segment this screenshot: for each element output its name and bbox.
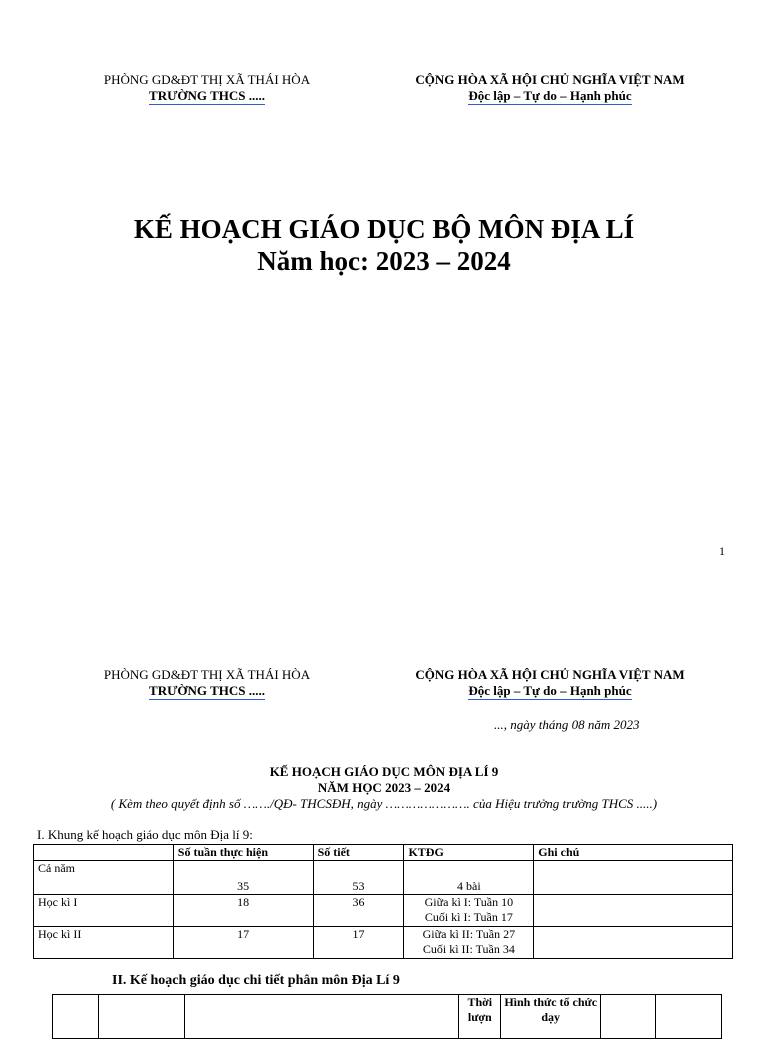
table-header-row [53, 995, 722, 1039]
assessment-final: Cuối kì II: Tuần 34 [422, 942, 515, 956]
header-cell [34, 845, 174, 861]
p1-motto: Độc lập – Tự do – Hạnh phúc [468, 88, 632, 103]
row-weeks: 18 [173, 895, 313, 927]
table-detailed-plan [52, 994, 722, 1039]
row-periods: 36 [313, 895, 404, 927]
row-assessment [404, 895, 534, 927]
p2-date-line: ..., ngày tháng 08 năm 2023 [494, 717, 640, 732]
p1-department-name: PHÒNG GD&ĐT THỊ XÃ THÁI HÒA [103, 72, 311, 87]
p2-department-name: PHÒNG GD&ĐT THỊ XÃ THÁI HÒA [103, 667, 311, 682]
header-weeks: Số tuần thực hiện [173, 845, 313, 861]
header-duration: Thời lượn [459, 995, 501, 1039]
row-weeks: 17 [173, 927, 313, 959]
table-row [34, 927, 733, 959]
p2-title: KẾ HOẠCH GIÁO DỤC MÔN ĐỊA LÍ 9 [269, 764, 499, 779]
page-number: 1 [719, 544, 725, 558]
header-cell [656, 995, 722, 1039]
p2-country-name: CỘNG HÒA XÃ HỘI CHỦ NGHĨA VIỆT NAM [415, 667, 685, 682]
p1-country-name: CỘNG HÒA XÃ HỘI CHỦ NGHĨA VIỆT NAM [415, 72, 685, 87]
header-cell [601, 995, 656, 1039]
row-assessment [404, 927, 534, 959]
row-note [534, 861, 733, 895]
section1-title: I. Khung kế hoạch giáo dục môn Địa lí 9: [37, 827, 253, 842]
p1-subtitle: Năm học: 2023 – 2024 [257, 246, 511, 276]
p1-school-name: TRƯỜNG THCS ..... [149, 88, 265, 103]
row-weeks: 35 [173, 861, 313, 895]
table-header-row [34, 845, 733, 861]
table-row [34, 895, 733, 927]
row-periods: 53 [313, 861, 404, 895]
p2-motto: Độc lập – Tự do – Hạnh phúc [468, 683, 632, 698]
p2-left-header [92, 667, 322, 700]
row-periods: 17 [313, 927, 404, 959]
p2-attachment-note: ( Kèm theo quyết định số ……./QĐ- THCSĐH, ngày …………………. của Hiệu trưởng trường THCS .....) [110, 796, 658, 811]
assessment-midterm: Giữa kì I: Tuần 10 [424, 895, 514, 909]
header-teaching-form: Hình thức tổ chức dạy [501, 995, 601, 1039]
p2-school-name: TRƯỜNG THCS ..... [149, 683, 265, 698]
header-periods: Số tiết [313, 845, 404, 861]
row-label: Học kì I [34, 895, 174, 927]
header-cell [184, 995, 459, 1039]
row-label: Học kì II [34, 927, 174, 959]
p1-title: KẾ HOẠCH GIÁO DỤC BỘ MÔN ĐỊA LÍ [133, 214, 635, 244]
row-assessment: 4 bài [404, 861, 534, 895]
p1-left-header [92, 72, 322, 105]
p2-year: NĂM HỌC 2023 – 2024 [317, 780, 451, 795]
header-assessment: KTĐG [404, 845, 534, 861]
header-notes: Ghi chú [534, 845, 733, 861]
header-cell [98, 995, 184, 1039]
row-note [534, 895, 733, 927]
assessment-midterm: Giữa kì II: Tuần 27 [422, 927, 516, 941]
row-label: Cả năm [34, 861, 174, 895]
header-cell [53, 995, 99, 1039]
table-plan-framework [33, 844, 733, 959]
table-row [34, 861, 733, 895]
section2-title: II. Kế hoạch giáo dục chi tiết phân môn Địa Lí 9 [112, 973, 400, 988]
assessment-final: Cuối kì I: Tuần 17 [424, 910, 513, 924]
p2-right-header [400, 667, 700, 700]
row-note [534, 927, 733, 959]
p1-right-header [400, 72, 700, 105]
